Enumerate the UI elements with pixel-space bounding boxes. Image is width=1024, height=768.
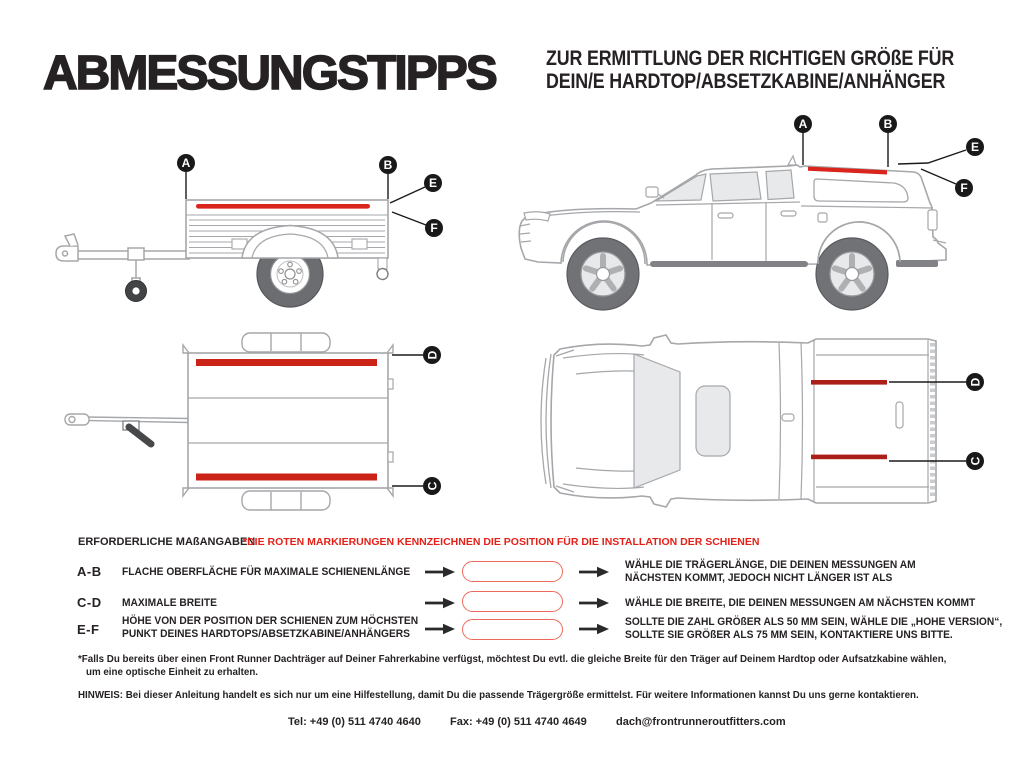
trailer-side-view-drawing	[40, 115, 460, 320]
footnote-line-2: um eine optische Einheit zu erhalten.	[86, 666, 259, 678]
contact-fax: Fax: +49 (0) 511 4740 4649	[450, 716, 587, 728]
footnote-line-1: *Falls Du bereits über einen Front Runner Dachträger auf Deiner Fahrerkabine verfügst, möchtest Du evtl. die gleiche Breite für den Träger auf Deinem Hardtop oder Aufsatzkabine wählen,	[78, 653, 947, 665]
marker-leader-lines	[392, 355, 423, 486]
marker-e-truck-side: E	[966, 138, 984, 156]
rail-position-marking	[811, 455, 887, 460]
marker-c-trailer-top: C	[423, 477, 441, 495]
rail-position-marking	[196, 359, 377, 366]
measurement-value-field-ef[interactable]	[462, 619, 563, 640]
marker-a-trailer-side: A	[177, 154, 195, 172]
measurement-key-cd: C-D	[77, 595, 102, 610]
rail-position-marking	[196, 204, 370, 209]
measurement-value-field-ab[interactable]	[462, 561, 563, 582]
marker-b-truck-side: B	[879, 115, 897, 133]
measurement-key-ef: E-F	[77, 622, 100, 637]
arrow-right-icon	[578, 623, 610, 635]
front-wheel	[567, 238, 639, 310]
arrow-right-icon	[424, 566, 456, 578]
truck-top-view-drawing	[530, 330, 1000, 525]
contact-bar	[0, 716, 1024, 732]
measurement-description-cd: MAXIMALE BREITE	[122, 597, 217, 609]
measurement-key-ab: A-B	[77, 564, 102, 579]
arrow-right-icon	[578, 566, 610, 578]
measurement-instruction-cd: WÄHLE DIE BREITE, DIE DEINEN MESSUNGEN AM NÄCHSTEN KOMMT	[625, 597, 976, 609]
arrow-right-icon	[424, 597, 456, 609]
marker-f-trailer-side: F	[425, 219, 443, 237]
page-subtitle	[546, 48, 954, 93]
marker-e-trailer-side: E	[424, 174, 442, 192]
marker-f-truck-side: F	[955, 179, 973, 197]
marker-c-truck-top: C	[966, 452, 984, 470]
page-title: ABMESSUNGSTIPPS	[43, 47, 496, 100]
arrow-right-icon	[578, 597, 610, 609]
rail-position-marking	[196, 474, 377, 481]
hint-note: HINWEIS: Bei dieser Anleitung handelt es sich nur um eine Hilfestellung, damit Du die passende Trägergröße ermittelst. Für weitere Informationen kannst Du uns gerne kontaktieren.	[78, 689, 919, 701]
subtitle-line-1: ZUR ERMITTLUNG DER RICHTIGEN GRÖßE FÜR	[546, 47, 955, 70]
measurement-description-ef: HÖHE VON DER POSITION DER SCHIENEN ZUM HÖCHSTEN PUNKT DEINES HARDTOPS/ABSETZKABINE/ANHÄNGERS	[122, 615, 419, 640]
measurement-value-field-cd[interactable]	[462, 591, 563, 612]
marker-d-truck-top: D	[966, 373, 984, 391]
rear-wheel	[816, 238, 888, 310]
marker-d-trailer-top: D	[423, 346, 441, 364]
measurements-heading: ERFORDERLICHE MAßANGABEN	[78, 536, 256, 548]
rail-position-marking	[811, 380, 887, 385]
trailer-top-view-drawing	[45, 330, 460, 525]
measurement-instruction-ab: WÄHLE DIE TRÄGERLÄNGE, DIE DEINEN MESSUNGEN AM NÄCHSTEN KOMMT, JEDOCH NICHT LÄNGER IST ALS	[625, 559, 916, 584]
red-markings-note: *DIE ROTEN MARKIERUNGEN KENNZEICHNEN DIE POSITION FÜR DIE INSTALLATION DER SCHIENEN	[243, 536, 760, 548]
marker-a-truck-side: A	[794, 115, 812, 133]
subtitle-line-2: DEIN/E HARDTOP/ABSETZKABINE/ANHÄNGER	[546, 69, 946, 93]
contact-email: dach@frontrunneroutfitters.com	[616, 716, 786, 728]
measurement-description-ab: FLACHE OBERFLÄCHE FÜR MAXIMALE SCHIENENLÄNGE	[122, 566, 411, 578]
contact-tel: Tel: +49 (0) 511 4740 4640	[288, 716, 421, 728]
truck-side-view-drawing	[500, 110, 1000, 325]
marker-b-trailer-side: B	[379, 156, 397, 174]
measurement-instruction-ef: SOLLTE DIE ZAHL GRÖßER ALS 50 MM SEIN, WÄHLE DIE „HOHE VERSION“, SOLLTE SIE GRÖßER ALS 75 MM SEIN, KONTAKTIERE UNS BITTE.	[625, 616, 1003, 641]
arrow-right-icon	[424, 623, 456, 635]
